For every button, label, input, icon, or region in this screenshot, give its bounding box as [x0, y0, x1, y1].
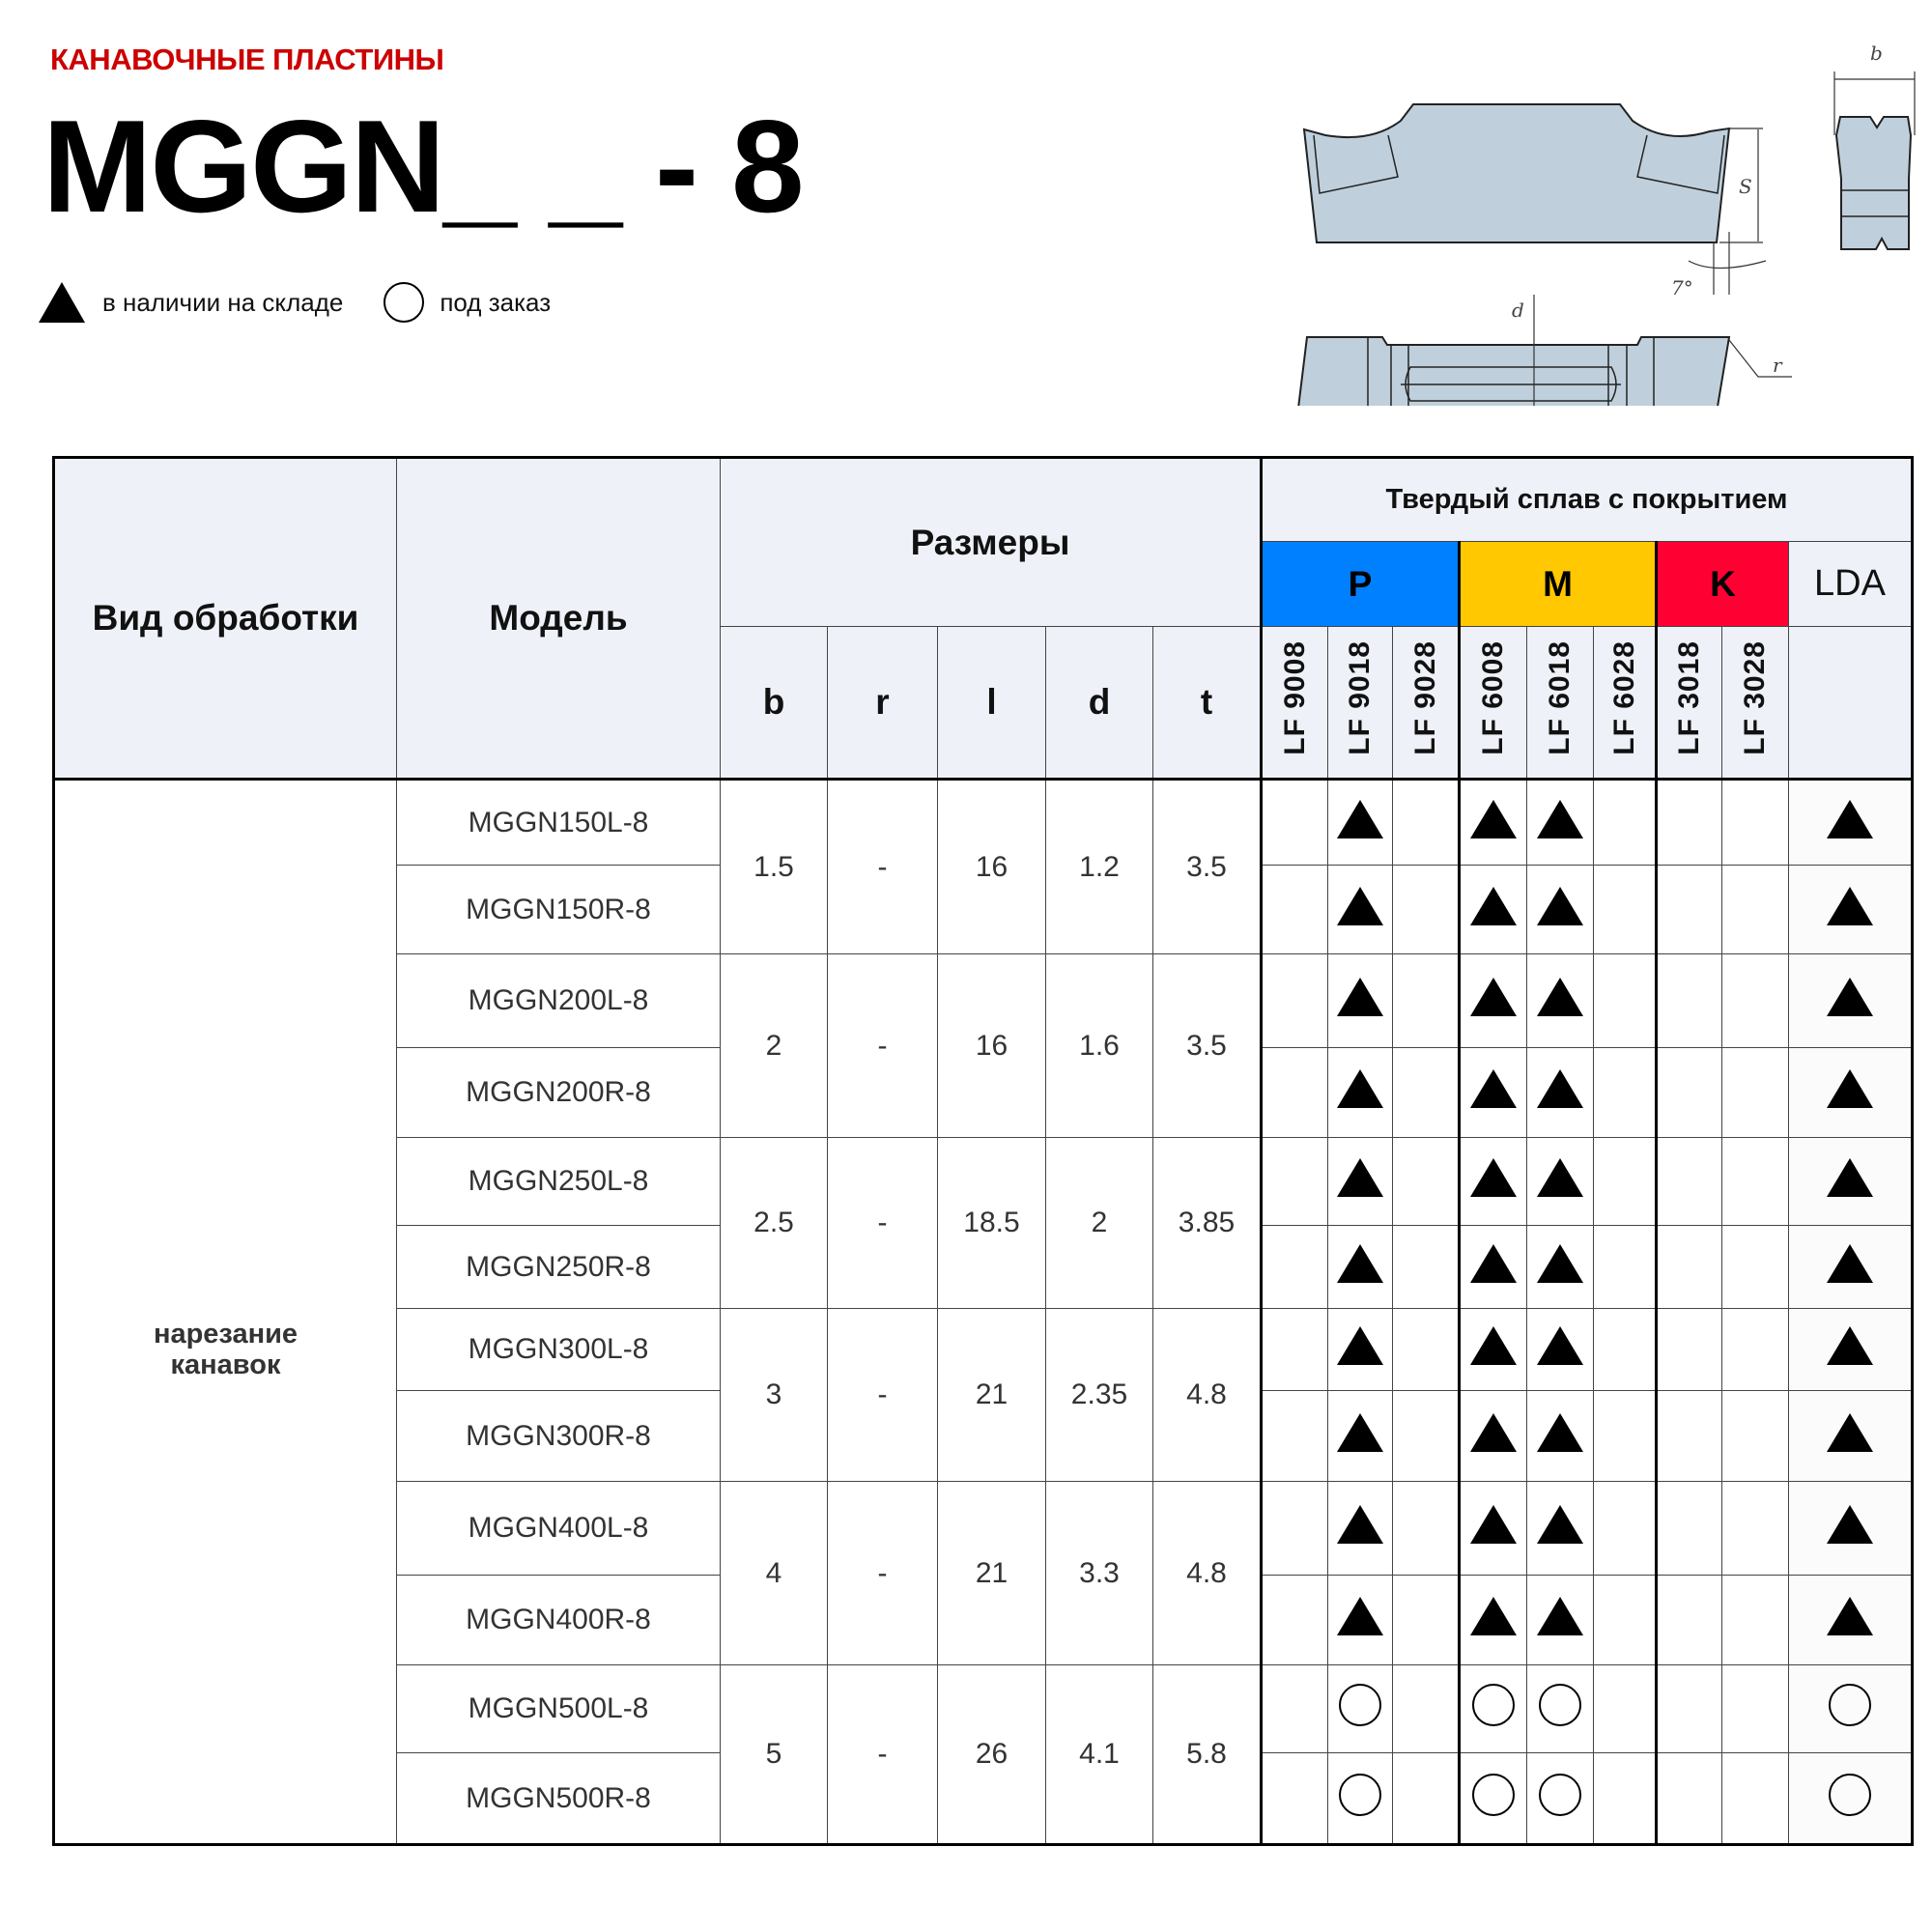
- availability-cell: [1262, 866, 1328, 954]
- in-stock-triangle-icon: [1827, 1597, 1873, 1635]
- grade-header: [1722, 627, 1789, 780]
- header-process: Вид обработки: [54, 458, 397, 780]
- model-cell: MGGN250L-8: [397, 1138, 721, 1226]
- availability-cell: [1594, 1226, 1657, 1309]
- dim-value-b: 1.5: [721, 780, 828, 954]
- availability-cell: [1722, 954, 1789, 1048]
- on-order-circle-icon: [1539, 1684, 1581, 1726]
- availability-cell: [1460, 1138, 1527, 1226]
- availability-cell: [1262, 1226, 1328, 1309]
- in-stock-triangle-icon: [1337, 978, 1383, 1016]
- in-stock-triangle-icon: [1337, 1244, 1383, 1283]
- dim-label-angle-7: 7°: [1671, 276, 1693, 299]
- dim-value-d: 3.3: [1046, 1482, 1153, 1665]
- material-group-p: P: [1262, 542, 1460, 627]
- dim-label-s: S: [1739, 175, 1752, 198]
- availability-cell: [1657, 1226, 1722, 1309]
- grade-header: [1262, 627, 1328, 780]
- availability-cell: [1328, 1226, 1393, 1309]
- availability-cell: [1722, 1048, 1789, 1138]
- availability-cell: [1460, 866, 1527, 954]
- dim-header-r: r: [828, 627, 938, 780]
- in-stock-triangle-icon: [1537, 1413, 1583, 1452]
- in-stock-triangle-icon: [1537, 1505, 1583, 1544]
- in-stock-triangle-icon: [1470, 1597, 1517, 1635]
- availability-cell: [1527, 1391, 1594, 1482]
- dim-value-b: 5: [721, 1665, 828, 1845]
- availability-cell: [1527, 1576, 1594, 1665]
- in-stock-triangle-icon: [1827, 887, 1873, 925]
- header-coated-carbide: Твердый сплав с покрытием: [1262, 458, 1913, 542]
- availability-cell: [1460, 1665, 1527, 1753]
- availability-cell: [1657, 1309, 1722, 1391]
- availability-cell: [1328, 1048, 1393, 1138]
- availability-cell: [1594, 1138, 1657, 1226]
- availability-cell: [1460, 1309, 1527, 1391]
- dim-value-l: 16: [938, 954, 1046, 1138]
- model-cell: MGGN300L-8: [397, 1309, 721, 1391]
- availability-cell: [1594, 1482, 1657, 1576]
- page-title: MGGN_ _ - 8: [43, 93, 803, 240]
- availability-cell: [1527, 1665, 1594, 1753]
- availability-cell: [1527, 1482, 1594, 1576]
- availability-cell: [1722, 1391, 1789, 1482]
- on-order-circle-icon: [1472, 1774, 1515, 1816]
- in-stock-triangle-icon: [1470, 887, 1517, 925]
- in-stock-triangle-icon: [1337, 800, 1383, 838]
- availability-cell: [1393, 1482, 1460, 1576]
- availability-cell: [1460, 1048, 1527, 1138]
- availability-cell: [1328, 1309, 1393, 1391]
- model-cell: MGGN150R-8: [397, 866, 721, 954]
- dim-value-t: 3.5: [1153, 780, 1262, 954]
- insert-end-view: [1836, 117, 1911, 249]
- availability-cell: [1328, 954, 1393, 1048]
- dim-label-d: d: [1512, 298, 1524, 322]
- dim-header-b: b: [721, 627, 828, 780]
- availability-cell: [1262, 780, 1328, 866]
- in-stock-triangle-icon: [1470, 800, 1517, 838]
- in-stock-triangle-icon: [1537, 1158, 1583, 1197]
- availability-cell: [1262, 1138, 1328, 1226]
- availability-cell: [1328, 1138, 1393, 1226]
- model-cell: MGGN500R-8: [397, 1753, 721, 1845]
- dim-value-r: -: [828, 1309, 938, 1482]
- availability-cell: [1393, 780, 1460, 866]
- availability-cell: [1527, 780, 1594, 866]
- availability-cell: [1393, 1226, 1460, 1309]
- availability-cell: [1262, 1391, 1328, 1482]
- availability-cell: [1789, 1753, 1913, 1845]
- availability-cell: [1594, 780, 1657, 866]
- on-order-circle-icon: [1829, 1684, 1871, 1726]
- availability-cell: [1594, 1309, 1657, 1391]
- availability-cell: [1789, 954, 1913, 1048]
- availability-cell: [1722, 1138, 1789, 1226]
- material-group-m: M: [1460, 542, 1657, 627]
- legend-on-order-label: под заказ: [440, 287, 552, 317]
- in-stock-triangle-icon: [1337, 1069, 1383, 1108]
- dim-value-l: 18.5: [938, 1138, 1046, 1309]
- availability-cell: [1657, 954, 1722, 1048]
- legend: [39, 282, 551, 323]
- availability-cell: [1393, 866, 1460, 954]
- model-cell: MGGN400R-8: [397, 1576, 721, 1665]
- in-stock-triangle-icon: [1337, 887, 1383, 925]
- model-cell: MGGN400L-8: [397, 1482, 721, 1576]
- availability-cell: [1527, 1753, 1594, 1845]
- grade-label: LF 3028: [1739, 640, 1771, 755]
- availability-cell: [1460, 1391, 1527, 1482]
- dim-value-r: -: [828, 780, 938, 954]
- in-stock-triangle-icon: [1470, 1244, 1517, 1283]
- availability-cell: [1722, 1226, 1789, 1309]
- grade-label: LF 9018: [1344, 640, 1376, 755]
- material-group-k: K: [1657, 542, 1789, 627]
- availability-cell: [1789, 1309, 1913, 1391]
- header-model: Модель: [397, 458, 721, 780]
- grade-header: [1657, 627, 1722, 780]
- insert-side-view: [1304, 104, 1729, 242]
- section-subtitle: КАНАВОЧНЫЕ ПЛАСТИНЫ: [50, 43, 444, 76]
- availability-cell: [1328, 780, 1393, 866]
- grade-header: [1527, 627, 1594, 780]
- availability-cell: [1594, 1048, 1657, 1138]
- availability-cell: [1657, 780, 1722, 866]
- availability-cell: [1527, 1226, 1594, 1309]
- availability-cell: [1393, 954, 1460, 1048]
- model-cell: MGGN250R-8: [397, 1226, 721, 1309]
- on-order-circle-icon: [1829, 1774, 1871, 1816]
- dim-value-d: 1.6: [1046, 954, 1153, 1138]
- dim-header-l: l: [938, 627, 1046, 780]
- dim-value-t: 3.85: [1153, 1138, 1262, 1309]
- availability-cell: [1527, 1138, 1594, 1226]
- availability-cell: [1789, 866, 1913, 954]
- availability-cell: [1328, 866, 1393, 954]
- dim-value-l: 16: [938, 780, 1046, 954]
- availability-cell: [1722, 780, 1789, 866]
- in-stock-triangle-icon: [1470, 978, 1517, 1016]
- availability-cell: [1393, 1391, 1460, 1482]
- in-stock-triangle-icon: [1827, 978, 1873, 1016]
- availability-cell: [1527, 1309, 1594, 1391]
- grade-header: [1393, 627, 1460, 780]
- in-stock-triangle-icon: [1827, 1158, 1873, 1197]
- dim-value-b: 2.5: [721, 1138, 828, 1309]
- availability-cell: [1722, 1665, 1789, 1753]
- lda-grade-header-empty: [1789, 627, 1913, 780]
- availability-cell: [1460, 1753, 1527, 1845]
- dim-value-b: 3: [721, 1309, 828, 1482]
- availability-cell: [1657, 1138, 1722, 1226]
- availability-cell: [1722, 1753, 1789, 1845]
- availability-cell: [1328, 1753, 1393, 1845]
- grade-label: LF 3018: [1673, 640, 1705, 755]
- availability-cell: [1393, 1665, 1460, 1753]
- grade-label: LF 6028: [1607, 640, 1640, 755]
- dim-value-d: 2.35: [1046, 1309, 1153, 1482]
- dim-value-d: 2: [1046, 1138, 1153, 1309]
- dim-value-r: -: [828, 1482, 938, 1665]
- availability-cell: [1594, 954, 1657, 1048]
- availability-cell: [1657, 1665, 1722, 1753]
- in-stock-triangle-icon: [1827, 1069, 1873, 1108]
- availability-cell: [1789, 780, 1913, 866]
- in-stock-triangle-icon: [1827, 800, 1873, 838]
- dim-value-l: 21: [938, 1309, 1046, 1482]
- dim-value-t: 4.8: [1153, 1309, 1262, 1482]
- in-stock-triangle-icon: [1537, 1069, 1583, 1108]
- process-cell: [54, 780, 397, 1845]
- availability-cell: [1722, 1576, 1789, 1665]
- in-stock-triangle-icon: [1470, 1413, 1517, 1452]
- availability-cell: [1527, 1048, 1594, 1138]
- in-stock-triangle-icon: [1537, 1244, 1583, 1283]
- availability-cell: [1594, 1391, 1657, 1482]
- in-stock-triangle-icon: [1337, 1505, 1383, 1544]
- availability-cell: [1328, 1391, 1393, 1482]
- on-order-circle-icon: [1339, 1684, 1381, 1726]
- insert-technical-drawing: [1256, 0, 1932, 406]
- grade-label: LF 6008: [1477, 640, 1509, 755]
- on-order-circle-icon: [1339, 1774, 1381, 1816]
- dim-label-b: b: [1870, 42, 1883, 65]
- availability-cell: [1789, 1138, 1913, 1226]
- availability-cell: [1657, 1576, 1722, 1665]
- availability-cell: [1262, 1753, 1328, 1845]
- model-cell: MGGN300R-8: [397, 1391, 721, 1482]
- dim-value-l: 26: [938, 1665, 1046, 1845]
- in-stock-triangle-icon: [1827, 1244, 1873, 1283]
- availability-cell: [1393, 1309, 1460, 1391]
- in-stock-triangle-icon: [1337, 1597, 1383, 1635]
- availability-cell: [1460, 1226, 1527, 1309]
- availability-cell: [1262, 1482, 1328, 1576]
- in-stock-triangle-icon: [1537, 1597, 1583, 1635]
- availability-cell: [1657, 1753, 1722, 1845]
- in-stock-triangle-icon: [1470, 1326, 1517, 1365]
- availability-cell: [1527, 866, 1594, 954]
- availability-cell: [1657, 1482, 1722, 1576]
- dim-value-d: 1.2: [1046, 780, 1153, 954]
- dim-value-t: 5.8: [1153, 1665, 1262, 1845]
- grade-header: [1328, 627, 1393, 780]
- availability-cell: [1722, 1482, 1789, 1576]
- dim-header-d: d: [1046, 627, 1153, 780]
- legend-in-stock-label: в наличии на складе: [102, 287, 344, 317]
- in-stock-triangle-icon: [1537, 887, 1583, 925]
- availability-cell: [1328, 1665, 1393, 1753]
- availability-cell: [1789, 1576, 1913, 1665]
- availability-cell: [1460, 1576, 1527, 1665]
- availability-cell: [1393, 1753, 1460, 1845]
- dim-value-b: 4: [721, 1482, 828, 1665]
- on-order-circle-icon: [1539, 1774, 1581, 1816]
- availability-cell: [1789, 1482, 1913, 1576]
- availability-cell: [1328, 1576, 1393, 1665]
- availability-cell: [1657, 1048, 1722, 1138]
- in-stock-triangle-icon: [1470, 1069, 1517, 1108]
- availability-cell: [1328, 1482, 1393, 1576]
- in-stock-triangle-icon: [1537, 800, 1583, 838]
- in-stock-triangle-icon: [1337, 1413, 1383, 1452]
- dim-value-t: 4.8: [1153, 1482, 1262, 1665]
- dim-value-t: 3.5: [1153, 954, 1262, 1138]
- model-cell: MGGN150L-8: [397, 780, 721, 866]
- grade-header: [1460, 627, 1527, 780]
- availability-cell: [1789, 1391, 1913, 1482]
- dim-value-b: 2: [721, 954, 828, 1138]
- model-cell: MGGN200L-8: [397, 954, 721, 1048]
- in-stock-triangle-icon: [1827, 1505, 1873, 1544]
- availability-cell: [1594, 1753, 1657, 1845]
- process-label: нарезание канавок: [153, 1319, 298, 1380]
- grade-label: LF 9028: [1408, 640, 1441, 755]
- in-stock-triangle-icon: [1337, 1326, 1383, 1365]
- availability-cell: [1262, 1576, 1328, 1665]
- dim-value-r: -: [828, 1665, 938, 1845]
- availability-cell: [1262, 954, 1328, 1048]
- availability-cell: [1460, 780, 1527, 866]
- dim-label-r: r: [1773, 354, 1782, 377]
- material-group-lda: LDA: [1789, 542, 1913, 627]
- availability-cell: [1789, 1048, 1913, 1138]
- on-order-circle-icon: [1472, 1684, 1515, 1726]
- on-order-circle-icon: [384, 282, 424, 323]
- availability-cell: [1722, 1309, 1789, 1391]
- availability-cell: [1527, 954, 1594, 1048]
- availability-cell: [1594, 866, 1657, 954]
- in-stock-triangle-icon: [1537, 1326, 1583, 1365]
- availability-cell: [1393, 1576, 1460, 1665]
- availability-cell: [1262, 1665, 1328, 1753]
- availability-cell: [1594, 1665, 1657, 1753]
- grade-label: LF 6018: [1544, 640, 1576, 755]
- header-dimensions: Размеры: [721, 458, 1262, 627]
- in-stock-triangle-icon: [1470, 1505, 1517, 1544]
- grade-label: LF 9008: [1278, 640, 1311, 755]
- in-stock-triangle-icon: [1337, 1158, 1383, 1197]
- availability-cell: [1657, 866, 1722, 954]
- availability-cell: [1393, 1048, 1460, 1138]
- availability-cell: [1789, 1226, 1913, 1309]
- in-stock-triangle-icon: [39, 282, 85, 323]
- availability-cell: [1262, 1048, 1328, 1138]
- availability-cell: [1460, 954, 1527, 1048]
- model-cell: MGGN200R-8: [397, 1048, 721, 1138]
- availability-cell: [1722, 866, 1789, 954]
- availability-cell: [1594, 1576, 1657, 1665]
- dim-value-r: -: [828, 1138, 938, 1309]
- dim-value-r: -: [828, 954, 938, 1138]
- table-row: [54, 780, 1913, 866]
- dim-value-l: 21: [938, 1482, 1046, 1665]
- availability-cell: [1393, 1138, 1460, 1226]
- availability-cell: [1657, 1391, 1722, 1482]
- in-stock-triangle-icon: [1470, 1158, 1517, 1197]
- availability-cell: [1460, 1482, 1527, 1576]
- insert-bottom-view: [1295, 337, 1729, 406]
- grade-header: [1594, 627, 1657, 780]
- model-cell: MGGN500L-8: [397, 1665, 721, 1753]
- availability-cell: [1789, 1665, 1913, 1753]
- availability-cell: [1262, 1309, 1328, 1391]
- in-stock-triangle-icon: [1827, 1326, 1873, 1365]
- in-stock-triangle-icon: [1537, 978, 1583, 1016]
- in-stock-triangle-icon: [1827, 1413, 1873, 1452]
- dim-value-d: 4.1: [1046, 1665, 1153, 1845]
- dim-header-t: t: [1153, 627, 1262, 780]
- insert-spec-table: [52, 456, 1914, 1846]
